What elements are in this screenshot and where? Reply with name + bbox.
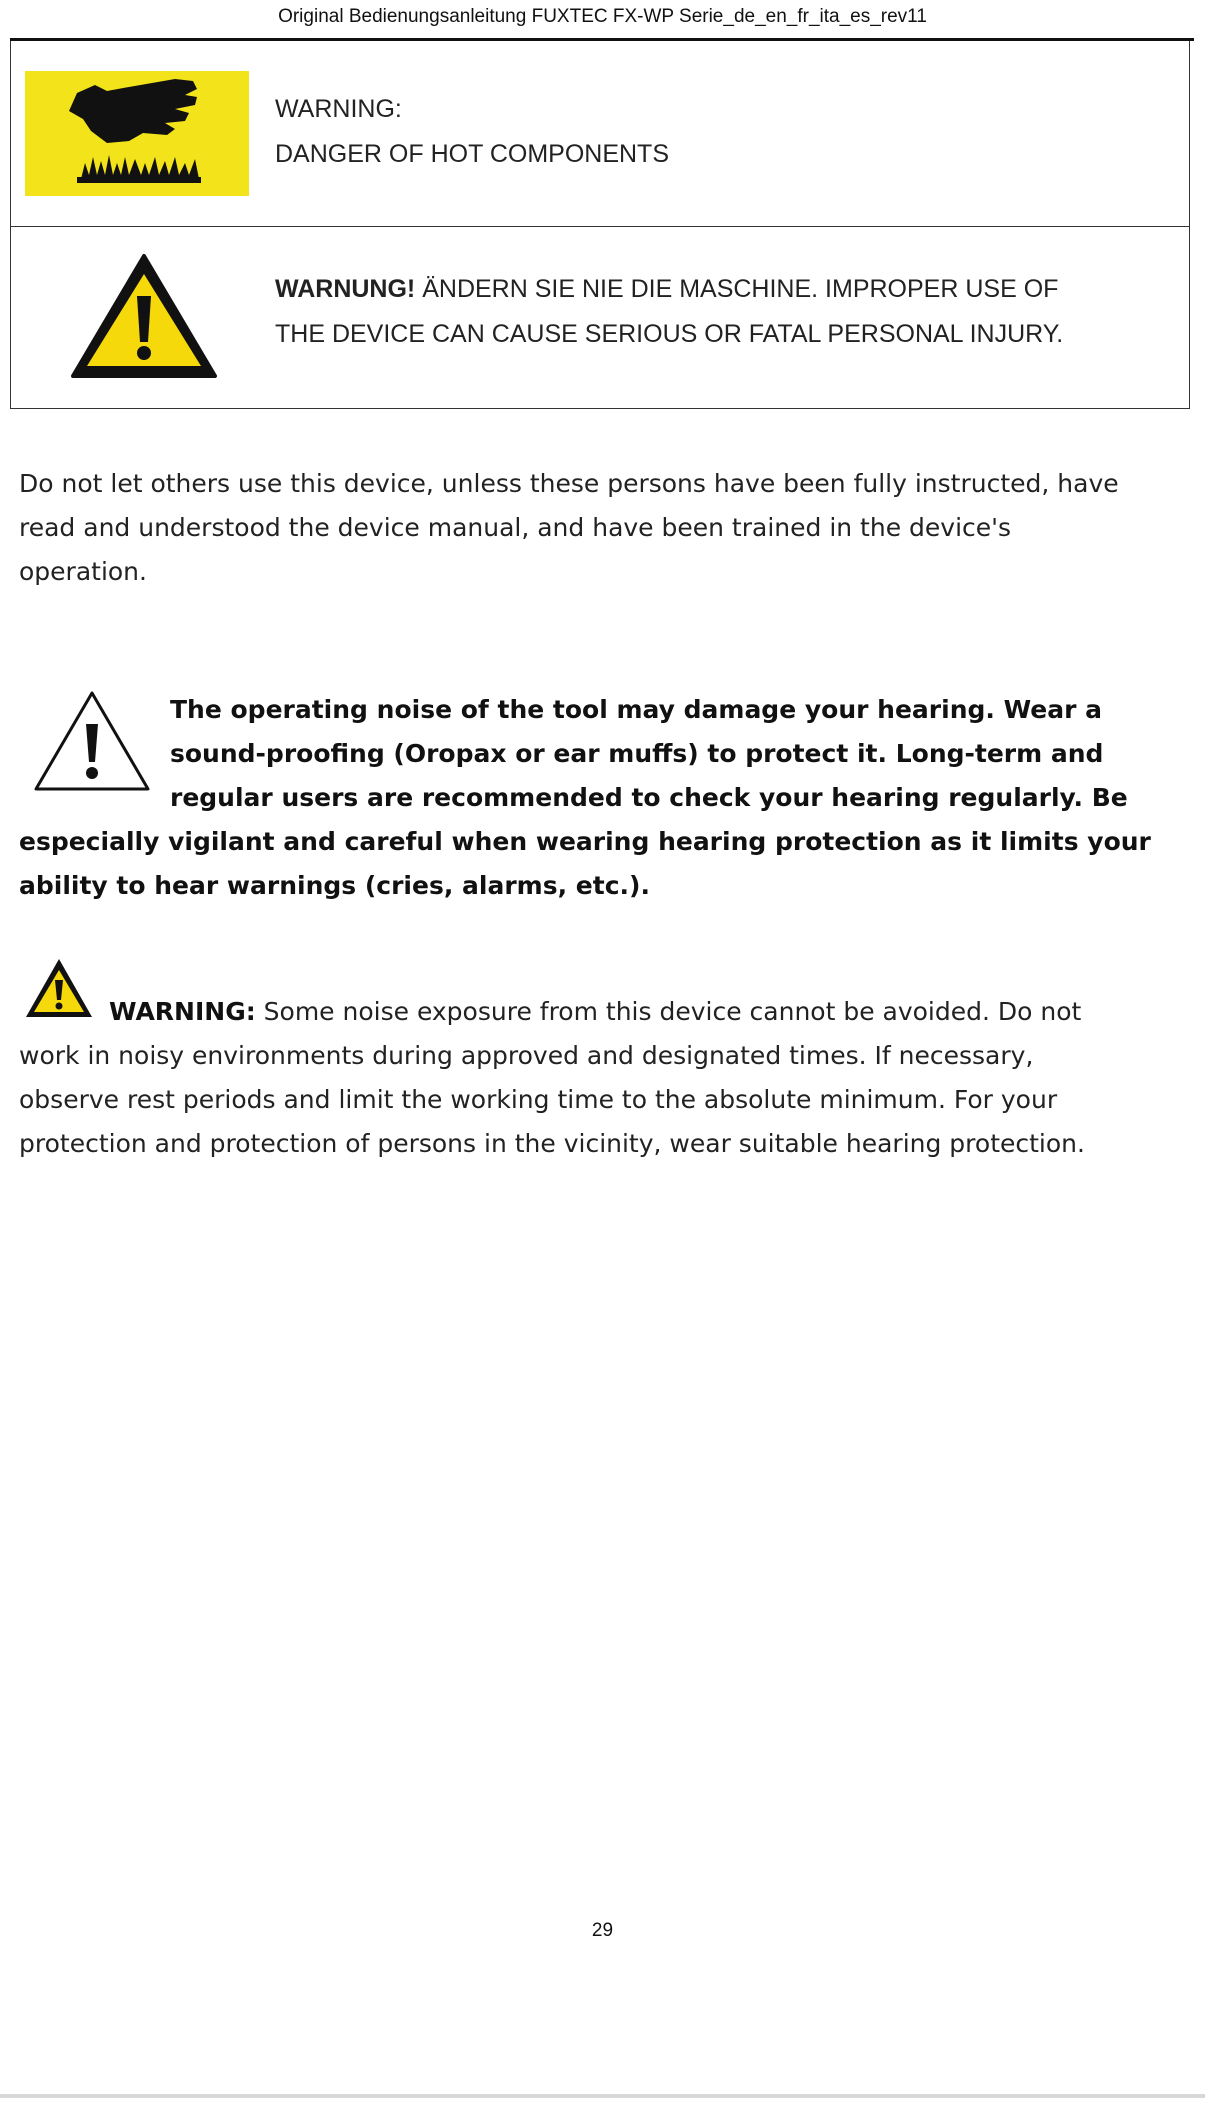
noise-warning-line-1 bbox=[19, 990, 1189, 1034]
hot-surface-icon bbox=[25, 71, 249, 196]
document-header: Original Bedienungsanleitung FUXTEC FX-WP Serie_de_en_fr_ita_es_rev11 bbox=[278, 6, 927, 27]
paragraph-line: operation. bbox=[19, 557, 147, 586]
hot-components-warning-text bbox=[275, 87, 669, 177]
page-number: 29 bbox=[591, 1920, 614, 1941]
noise-notice-line-3: regular users are recommended to check your hearing regularly. Be bbox=[170, 783, 1128, 812]
modification-warning-line-1-text: ÄNDERN SIE NIE DIE MASCHINE. IMPROPER USE OF bbox=[415, 275, 1059, 303]
usage-instruction-paragraph bbox=[19, 462, 1189, 594]
warning-triangle-icon bbox=[69, 252, 219, 380]
noise-notice-line-2: sound-proofing (Oropax or ear muffs) to protect it. Long-term and bbox=[170, 739, 1104, 768]
exclamation-triangle-icon bbox=[31, 688, 153, 796]
noise-exposure-warning bbox=[19, 990, 1189, 1166]
page-bottom-edge bbox=[0, 2094, 1205, 2098]
modification-warning-line-2: THE DEVICE CAN CAUSE SERIOUS OR FATAL PERSONAL INJURY. bbox=[275, 320, 1064, 348]
noise-notice-line-4: especially vigilant and careful when wearing hearing protection as it limits your bbox=[19, 827, 1151, 856]
modification-warning-line-1 bbox=[275, 267, 1063, 312]
warning-label: WARNING: bbox=[109, 997, 256, 1026]
noise-warning-line-2: work in noisy environments during approved and designated times. If necessary, bbox=[19, 1041, 1034, 1070]
warning-table bbox=[10, 41, 1190, 409]
modification-warning-text bbox=[275, 267, 1063, 357]
warning-message: DANGER OF HOT COMPONENTS bbox=[275, 140, 670, 168]
warnung-label: WARNUNG! bbox=[275, 275, 416, 303]
noise-notice-line-1: The operating noise of the tool may damage your hearing. Wear a bbox=[170, 695, 1102, 724]
noise-warning-line-4: protection and protection of persons in the vicinity, wear suitable hearing protection. bbox=[19, 1129, 1085, 1158]
noise-warning-line-1-text: Some noise exposure from this device cannot be avoided. Do not bbox=[255, 997, 1082, 1026]
noise-notice-line-5: ability to hear warnings (cries, alarms, etc.). bbox=[19, 871, 650, 900]
warning-label: WARNING: bbox=[275, 95, 402, 123]
paragraph-line: Do not let others use this device, unless these persons have been fully instructed, have bbox=[19, 469, 1119, 498]
hot-components-warning-row bbox=[11, 41, 1189, 227]
noise-warning-line-3: observe rest periods and limit the working time to the absolute minimum. For your bbox=[19, 1085, 1058, 1114]
modification-warning-row bbox=[11, 227, 1189, 408]
paragraph-line: read and understood the device manual, and have been trained in the device's bbox=[19, 513, 1012, 542]
